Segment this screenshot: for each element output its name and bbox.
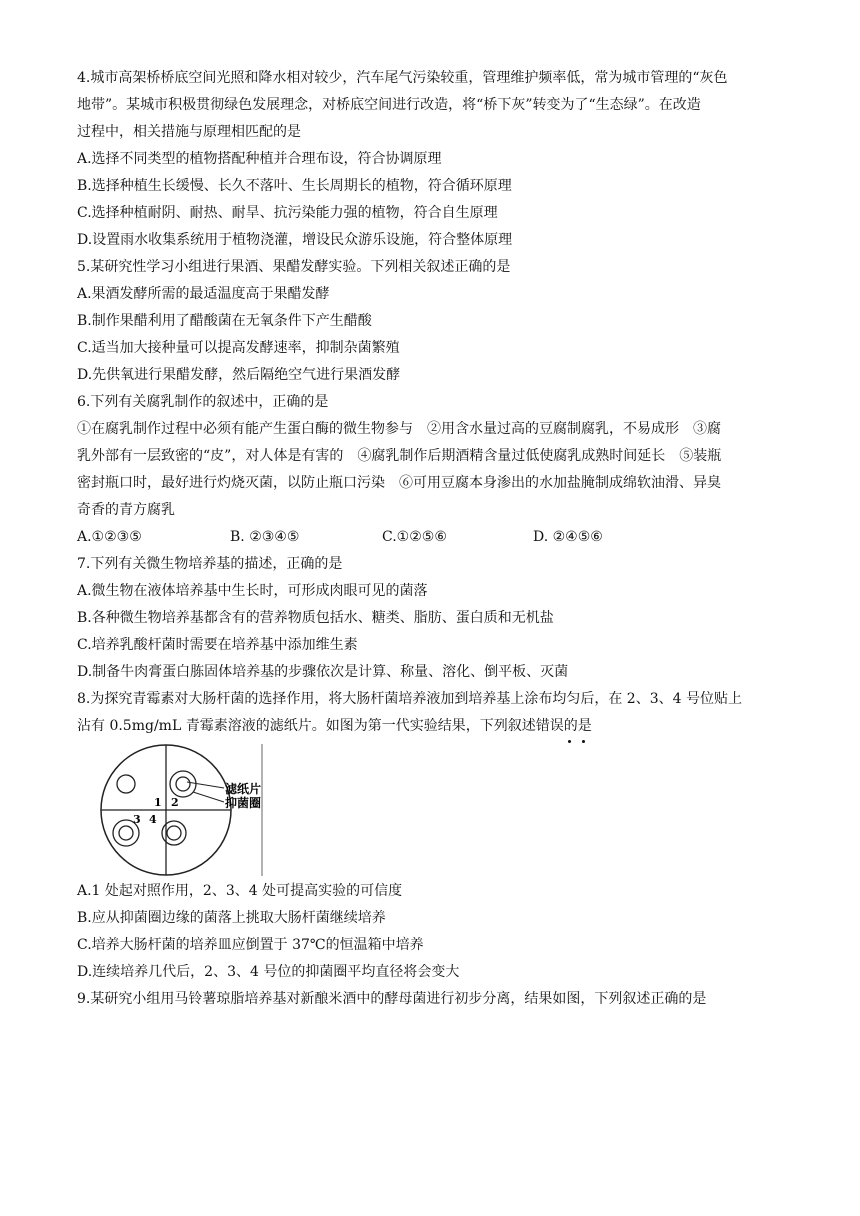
q4-option-a: A.选择不同类型的植物搭配种植并合理布设，符合协调原理	[77, 151, 442, 167]
quadrant-label-3: 3	[133, 813, 141, 826]
label-filter-paper: 滤纸片	[225, 782, 262, 796]
filter-paper-3	[119, 826, 133, 840]
emphasis-dot	[568, 740, 571, 743]
q6-option-a: A.①②③⑤	[77, 529, 142, 545]
emphasis-dot	[582, 740, 585, 743]
q6-statement-line-1: ①在腐乳制作过程中必须有能产生蛋白酶的微生物参与 ②用含水量过高的豆腐制腐乳，不易成形 ③腐	[77, 421, 721, 437]
q4-option-d: D.设置雨水收集系统用于植物浇灌，增设民众游乐设施，符合整体原理	[77, 232, 513, 248]
q5-option-b: B.制作果醋利用了醋酸菌在无氧条件下产生醋酸	[77, 313, 372, 329]
q4-stem-line-2: 地带”。某城市积极贯彻绿色发展理念，对桥底空间进行改造，将“桥下灰”转变为了“生态绿”。在改造	[77, 97, 701, 113]
q6-statement-line-2: 乳外部有一层致密的“皮”，对人体是有害的 ④腐乳制作后期酒精含量过低使腐乳成熟时间延长 ⑤装瓶	[77, 448, 722, 464]
q6-statement-line-4: 奇香的青方腐乳	[77, 502, 175, 518]
q7-option-c: C.培养乳酸杆菌时需要在培养基中添加维生素	[77, 637, 358, 653]
q8-option-b: B.应从抑菌圈边缘的菌落上挑取大肠杆菌继续培养	[77, 910, 386, 926]
pointer-inhibition-zone	[193, 792, 224, 802]
q7-stem: 7.下列有关微生物培养基的描述，正确的是	[77, 556, 343, 572]
q5-option-a: A.果酒发酵所需的最适温度高于果醋发酵	[77, 286, 330, 302]
q8-option-a: A.1 处起对照作用，2、3、4 处可提高实验的可信度	[77, 883, 403, 899]
q5-option-d: D.先供氧进行果醋发酵，然后隔绝空气进行果酒发酵	[77, 367, 401, 383]
pointer-filter-paper	[187, 782, 224, 788]
inhibition-zone-2	[170, 771, 196, 797]
q5-stem: 5.某研究性学习小组进行果酒、果醋发酵实验。下列相关叙述正确的是	[77, 259, 511, 275]
q6-stem: 6.下列有关腐乳制作的叙述中，正确的是	[77, 394, 329, 410]
label-inhibition-zone: 抑菌圈	[225, 796, 262, 810]
q6-option-c: C.①②⑤⑥	[382, 529, 447, 545]
q8-stem-line-1: 8.为探究青霉素对大肠杆菌的选择作用，将大肠杆菌培养液加到培养基上涂布均匀后，在 2、3、4 号位贴上	[77, 691, 742, 707]
quadrant-label-2: 2	[171, 796, 179, 809]
q8-option-d: D.连续培养几代后，2、3、4 号位的抑菌圈平均直径将会变大	[77, 964, 460, 980]
q4-stem-line-1: 4.城市高架桥桥底空间光照和降水相对较少，汽车尾气污染较重，管理维护频率低，常为城市管理的“灰色	[77, 70, 728, 86]
quadrant-label-1: 1	[154, 796, 162, 809]
filter-paper-2	[176, 777, 190, 791]
petri-dish-figure	[76, 742, 272, 878]
q7-option-d: D.制备牛肉膏蛋白胨固体培养基的步骤依次是计算、称量、溶化、倒平板、灭菌	[77, 664, 569, 680]
filter-paper-4	[167, 826, 181, 840]
q7-option-b: B.各种微生物培养基都含有的营养物质包括水、糖类、脂肪、蛋白质和无机盐	[77, 610, 554, 626]
q9-stem: 9.某研究小组用马铃薯琼脂培养基对新酿米酒中的酵母菌进行初步分离，结果如图，下列叙述正确的是	[77, 991, 707, 1007]
q8-option-c: C.培养大肠杆菌的培养皿应倒置于 37℃的恒温箱中培养	[77, 937, 424, 953]
quadrant-label-4: 4	[149, 813, 157, 826]
filter-paper-1	[117, 775, 135, 793]
q4-stem-line-3: 过程中，相关措施与原理相匹配的是	[77, 124, 301, 140]
q6-statement-line-3: 密封瓶口时，最好进行灼烧灭菌，以防止瓶口污染 ⑥可用豆腐本身渗出的水加盐腌制成绵软油滑、异臭	[77, 475, 721, 491]
q7-option-a: A.微生物在液体培养基中生长时，可形成肉眼可见的菌落	[77, 583, 428, 599]
q5-option-c: C.适当加大接种量可以提高发酵速率，抑制杂菌繁殖	[77, 340, 400, 356]
q6-option-d: D. ②④⑤⑥	[533, 529, 603, 545]
q4-option-b: B.选择种植生长缓慢、长久不落叶、生长周期长的植物，符合循环原理	[77, 178, 512, 194]
q4-option-c: C.选择种植耐阴、耐热、耐旱、抗污染能力强的植物，符合自生原理	[77, 205, 498, 221]
q6-option-b: B. ②③④⑤	[230, 529, 300, 545]
q8-stem-line-2: 沾有 0.5mg/mL 青霉素溶液的滤纸片。如图为第一代实验结果，下列叙述错误的是	[77, 718, 592, 734]
